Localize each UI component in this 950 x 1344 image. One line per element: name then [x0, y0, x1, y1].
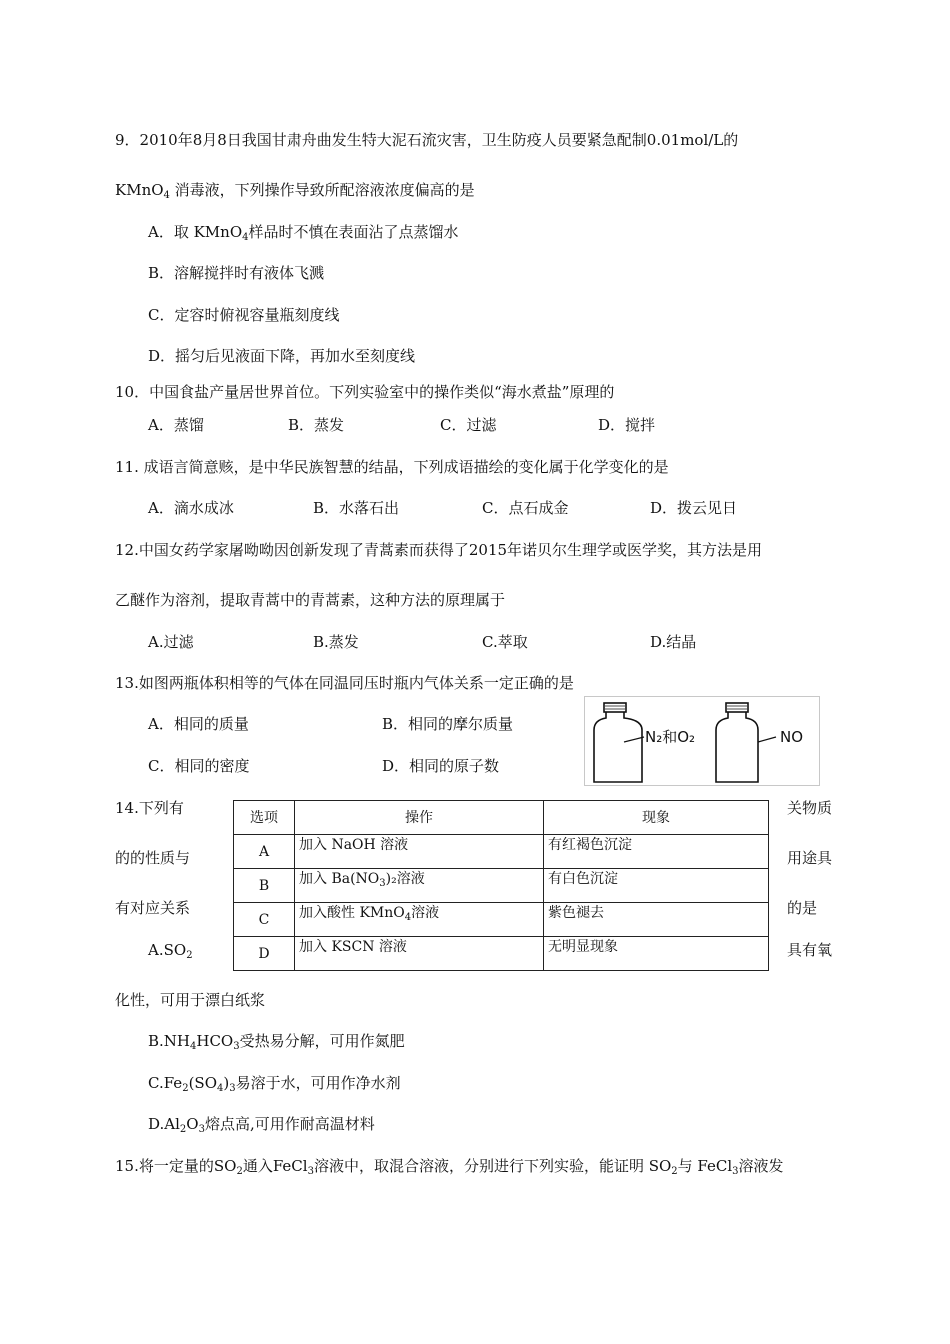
row-result: 有白色沉淀 — [544, 869, 769, 903]
bottle-right — [716, 703, 776, 782]
q10-stem: 10．中国食盐产量居世界首位。下列实验室中的操作类似“海水煮盐”原理的 — [115, 383, 615, 401]
q11-option-b: B．水落石出 — [313, 499, 400, 517]
q14-option-a: $A.SO_2$ — [148, 941, 193, 961]
q14-right-4: 具有氧 — [787, 941, 833, 959]
q12-option-a: A.过滤 — [148, 633, 194, 651]
q14-option-b: $B.NH_4HCO_3$受热易分解，可用作氮肥 — [148, 1032, 405, 1052]
q14-right-1: 关物质 — [787, 799, 833, 817]
q12-option-c: C.萃取 — [482, 633, 528, 651]
table-row — [234, 903, 769, 937]
header-operation: 操作 — [295, 801, 544, 835]
table-row — [234, 869, 769, 903]
table-row — [234, 937, 769, 971]
row-result: 紫色褪去 — [544, 903, 769, 937]
q12-stem-line2: 乙醚作为溶剂，提取青蒿中的青蒿素，这种方法的原理属于 — [115, 591, 506, 609]
q10-option-b: B．蒸发 — [288, 416, 345, 434]
q13-stem: 13.如图两瓶体积相等的气体在同温同压时瓶内气体关系一定正确的是 — [115, 674, 574, 692]
row-option: B — [234, 869, 295, 903]
row-result: 无明显现象 — [544, 937, 769, 971]
q13-option-d: D．相同的原子数 — [382, 757, 500, 775]
q14-right-3: 的是 — [787, 899, 818, 917]
q11-option-d: D．拨云见日 — [650, 499, 738, 517]
q9-option-a: A．取 KMnO$_4$样品时不慎在表面沾了点蒸馏水 — [148, 223, 459, 243]
q13-option-a: A．相同的质量 — [148, 715, 249, 733]
row-operation: 加入 NaOH 溶液 — [295, 835, 544, 869]
q14-left-1: 14.下列有 — [115, 799, 184, 817]
header-option: 选项 — [234, 801, 295, 835]
q10-option-d: D．搅拌 — [598, 416, 656, 434]
q14-right-2: 用途具 — [787, 849, 833, 867]
q9-option-d: D．摇匀后见液面下降，再加水至刻度线 — [148, 347, 416, 365]
q14-left-2: 的的性质与 — [115, 849, 191, 867]
q9-option-c: C．定容时俯视容量瓶刻度线 — [148, 306, 340, 324]
header-phenomenon: 现象 — [544, 801, 769, 835]
q12-option-d: D.结晶 — [650, 633, 697, 651]
q10-option-a: A．蒸馏 — [148, 416, 204, 434]
row-result: 有红褐色沉淀 — [544, 835, 769, 869]
q9-stem-line1: 9．2010年8月8日我国甘肃舟曲发生特大泥石流灾害，卫生防疫人员要紧急配制0.01mol/L的 — [115, 131, 739, 149]
row-operation: 加入 $Ba(NO_3)_2$溶液 — [295, 869, 544, 903]
q12-option-b: B.蒸发 — [313, 633, 359, 651]
q13-option-c: C．相同的密度 — [148, 757, 250, 775]
q14-option-c: $C.Fe_2(SO_4)_3$易溶于水，可用作净水剂 — [148, 1074, 401, 1094]
q11-stem: 11. 成语言简意赅，是中华民族智慧的结晶，下列成语描绘的变化属于化学变化的是 — [115, 458, 669, 476]
q13-option-b: B．相同的摩尔质量 — [382, 715, 514, 733]
bottle-left — [594, 703, 644, 782]
q9-stem-line2: KMnO$_4$ 消毒液，下列操作导致所配溶液浓度偏高的是 — [115, 181, 475, 201]
q11-option-c: C．点石成金 — [482, 499, 569, 517]
q14-option-a-cont: 化性，可用于漂白纸浆 — [115, 991, 266, 1009]
q11-option-a: A．滴水成冰 — [148, 499, 234, 517]
row-operation: 加入酸性 KMnO$_4$溶液 — [295, 903, 544, 937]
q10-option-c: C．过滤 — [440, 416, 497, 434]
bottle-right-label: NO — [780, 728, 804, 746]
gas-bottles-figure — [584, 696, 820, 786]
row-operation: 加入 KSCN 溶液 — [295, 937, 544, 971]
row-option: C — [234, 903, 295, 937]
q9-option-b: B．溶解搅拌时有液体飞溅 — [148, 264, 325, 282]
operations-table — [233, 800, 769, 971]
table-header-row — [234, 801, 769, 835]
row-option: A — [234, 835, 295, 869]
table-row — [234, 835, 769, 869]
q14-option-d: $D.Al_2O_3$熔点高,可用作耐高温材料 — [148, 1115, 375, 1135]
bottle-left-label: N₂和O₂ — [645, 728, 696, 746]
q14-left-3: 有对应关系 — [115, 899, 191, 917]
row-option: D — [234, 937, 295, 971]
q15-stem: 15.将一定量的$SO_2$通入FeCl$_3$溶液中，取混合溶液，分别进行下列实验，能证明 $SO_2$与 FeCl$_3$溶液发 — [115, 1157, 784, 1177]
q12-stem-line1: 12.中国女药学家屠呦呦因创新发现了青蒿素而获得了2015年诺贝尔生理学或医学奖，其方法是用 — [115, 541, 763, 559]
